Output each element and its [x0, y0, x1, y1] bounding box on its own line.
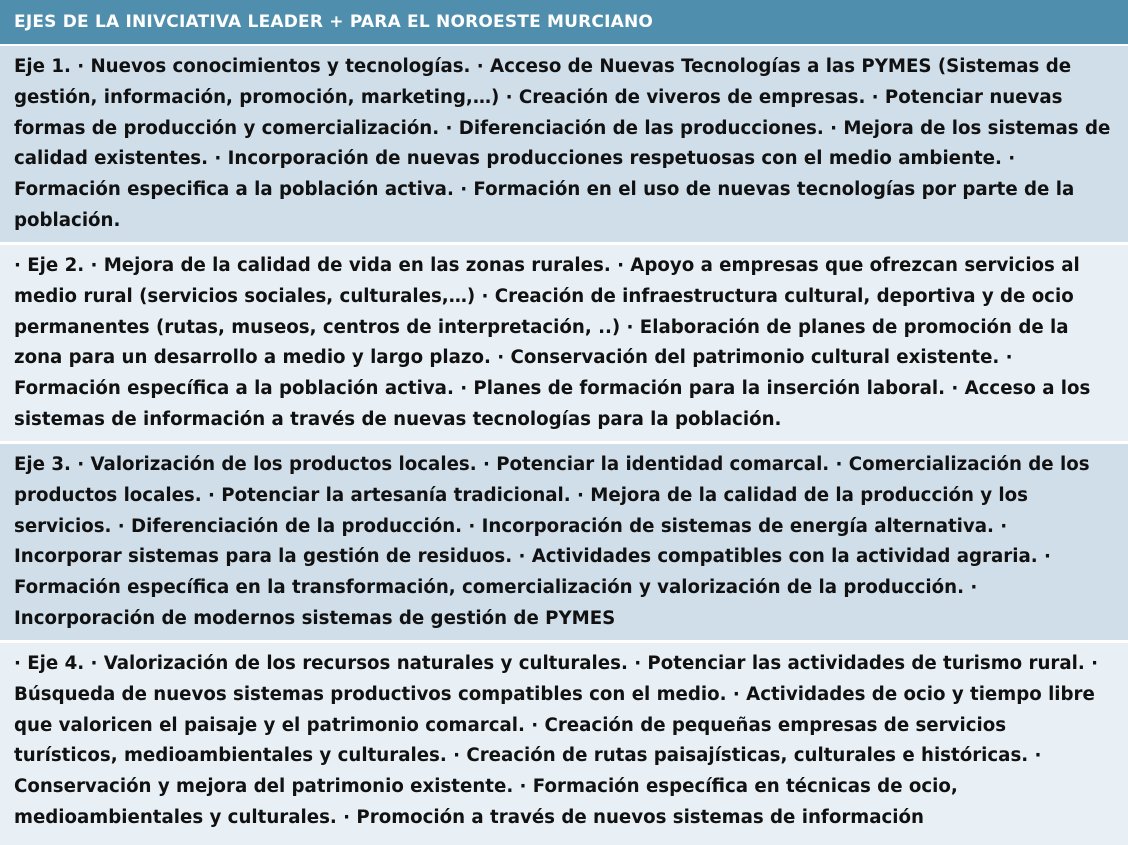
axis-row-1: Eje 1. · Nuevos conocimientos y tecnologías. · Acceso de Nuevas Tecnologías a las PYMES (Sistemas de gestión, información, promoción, marketing,…) · Creación de viveros de empresas. · Potenciar nuevas formas de producción y comercialización. · Diferenciación de las producciones. · Mejora de los sistemas de calidad existentes. · Incorporación de nuevas producciones respetuosas con el medio ambiente. · Formación especifica a la población activa. · Formación en el uso de nuevas tecnologías por parte de la población. [0, 46, 1128, 245]
axis-row-2: · Eje 2. · Mejora de la calidad de vida en las zonas rurales. · Apoyo a empresas que ofrezcan servicios al medio rural (servicios sociales, culturales,…) · Creación de infraestructura cultural, deportiva y de ocio permanentes (rutas, museos, centros de interpretación, ..) · Elaboración de planes de promoción de la zona para un desarrollo a medio y largo plazo. · Conservación del patrimonio cultural existente. · Formación específica a la población activa. · Planes de formación para la inserción laboral. · Acceso a los sistemas de información a través de nuevas tecnologías para la población. [0, 245, 1128, 444]
table-header [0, 0, 1128, 46]
axis-row-4: · Eje 4. · Valorización de los recursos naturales y culturales. · Potenciar las actividades de turismo rural. · Búsqueda de nuevos sistemas productivos compatibles con el medio. · Actividades de ocio y tiempo libre que valoricen el paisaje y el patrimonio comarcal. · Creación de pequeñas empresas de servicios turísticos, medioambientales y culturales. · Creación de rutas paisajísticas, culturales e históricas. · Conservación y mejora del patrimonio existente. · Formación específica en técnicas de ocio, medioambientales y culturales. · Promoción a través de nuevos sistemas de información [0, 643, 1128, 845]
axis-row-3: Eje 3. · Valorización de los productos locales. · Potenciar la identidad comarcal. · Comercialización de los productos locales. · Potenciar la artesanía tradicional. · Mejora de la calidad de la producción y los servicios. · Diferenciación de la producción. · Incorporación de sistemas de energía alternativa. · Incorporar sistemas para la gestión de residuos. · Actividades compatibles con la actividad agraria. · Formación específica en la transformación, comercialización y valorización de la producción. · Incorporación de modernos sistemas de gestión de PYMES [0, 444, 1128, 643]
table-title: EJES DE LA INIVCIATIVA LEADER + PARA EL NOROESTE MURCIANO [14, 12, 654, 32]
